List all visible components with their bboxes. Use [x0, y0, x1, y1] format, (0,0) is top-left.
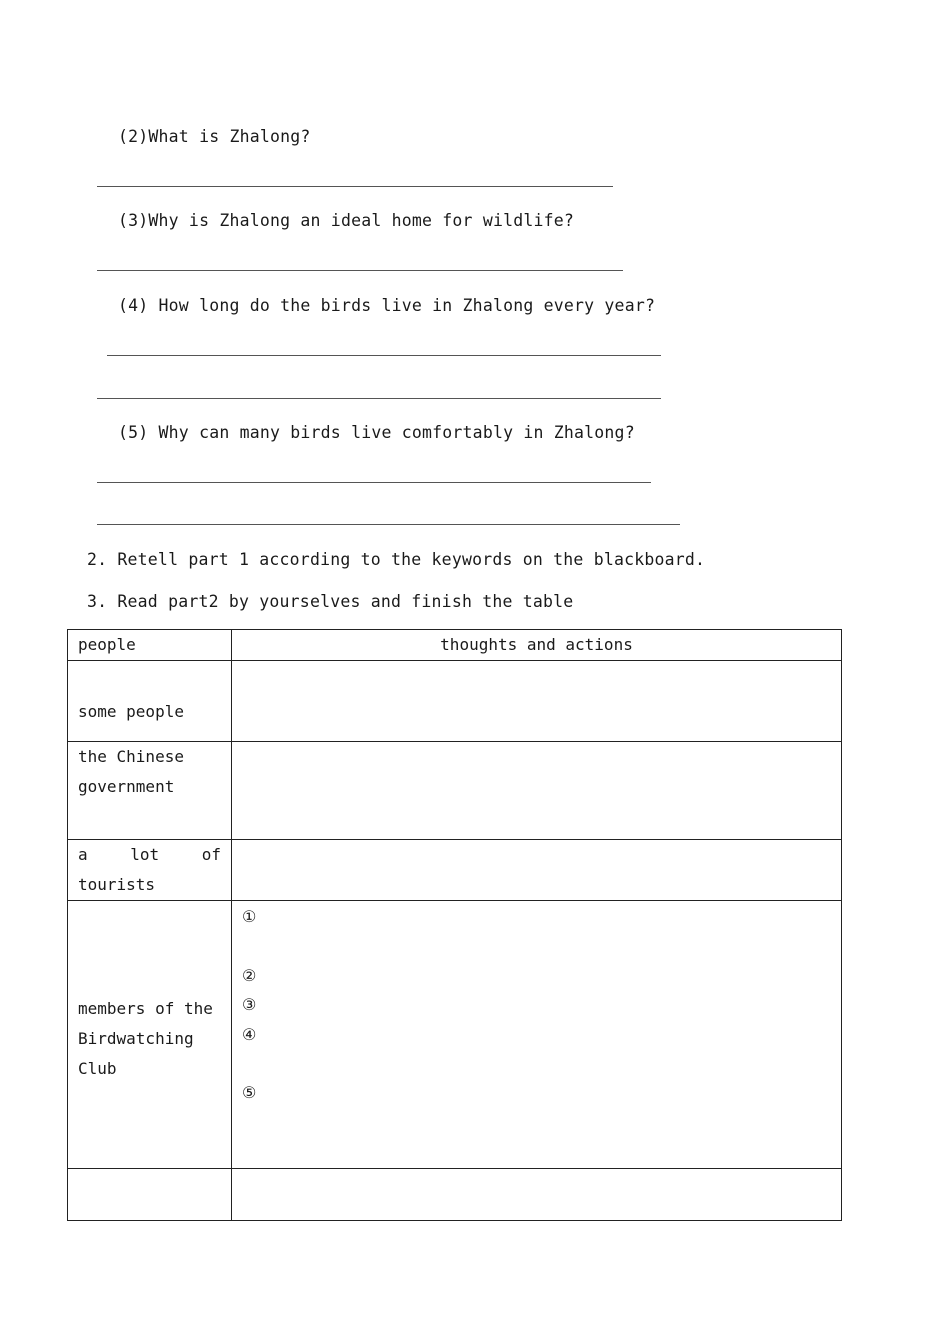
marker-3: ③	[242, 995, 257, 1014]
actions-cell[interactable]	[232, 1169, 842, 1221]
people-chinese-government	[68, 742, 232, 840]
question-5: (5) Why can many birds live comfortably in Zhalong?	[118, 423, 635, 442]
answer-line[interactable]	[97, 482, 651, 483]
task-3: 3. Read part2 by yourselves and finish the table	[87, 592, 574, 611]
marker-5: ⑤	[242, 1083, 257, 1102]
answer-line[interactable]	[97, 186, 613, 187]
actions-cell[interactable]	[232, 742, 842, 840]
question-4: (4) How long do the birds live in Zhalong every year?	[118, 296, 656, 315]
answer-line[interactable]	[97, 524, 680, 525]
actions-cell[interactable]	[232, 840, 842, 901]
people-word: a	[78, 845, 88, 864]
people-empty[interactable]	[68, 1169, 232, 1221]
table-row	[68, 1169, 842, 1221]
answer-line[interactable]	[97, 398, 661, 399]
marker-4: ④	[242, 1024, 257, 1044]
people-line: government	[78, 777, 175, 796]
marker-1: ①	[242, 907, 257, 926]
people-some-people: some people	[68, 661, 232, 742]
marker-2: ②	[242, 965, 257, 985]
people-line: the Chinese	[78, 747, 184, 766]
people-birdwatching-club	[68, 901, 232, 1169]
thoughts-actions-table	[67, 629, 842, 1221]
people-tourists	[68, 840, 232, 901]
header-thoughts-actions: thoughts and actions	[232, 630, 842, 661]
header-people: people	[68, 630, 232, 661]
question-2: (2)What is Zhalong?	[118, 127, 311, 146]
people-word: of	[201, 845, 221, 864]
people-line: Birdwatching	[78, 1029, 194, 1048]
table-row	[68, 742, 842, 840]
table-row	[68, 901, 842, 1169]
people-word: lot	[130, 845, 160, 864]
actions-cell[interactable]	[232, 661, 842, 742]
people-line: tourists	[78, 875, 156, 894]
question-3: (3)Why is Zhalong an ideal home for wildlife?	[118, 211, 575, 230]
answer-line[interactable]	[97, 270, 623, 271]
table-row	[68, 840, 842, 901]
actions-cell[interactable]	[232, 901, 842, 1169]
people-line: Club	[78, 1059, 117, 1078]
people-line: members of the	[78, 999, 213, 1018]
table-row	[68, 661, 842, 742]
task-2: 2. Retell part 1 according to the keywords on the blackboard.	[87, 550, 706, 569]
people-line	[78, 840, 221, 870]
table-header-row	[68, 630, 842, 661]
answer-line[interactable]	[107, 355, 661, 356]
